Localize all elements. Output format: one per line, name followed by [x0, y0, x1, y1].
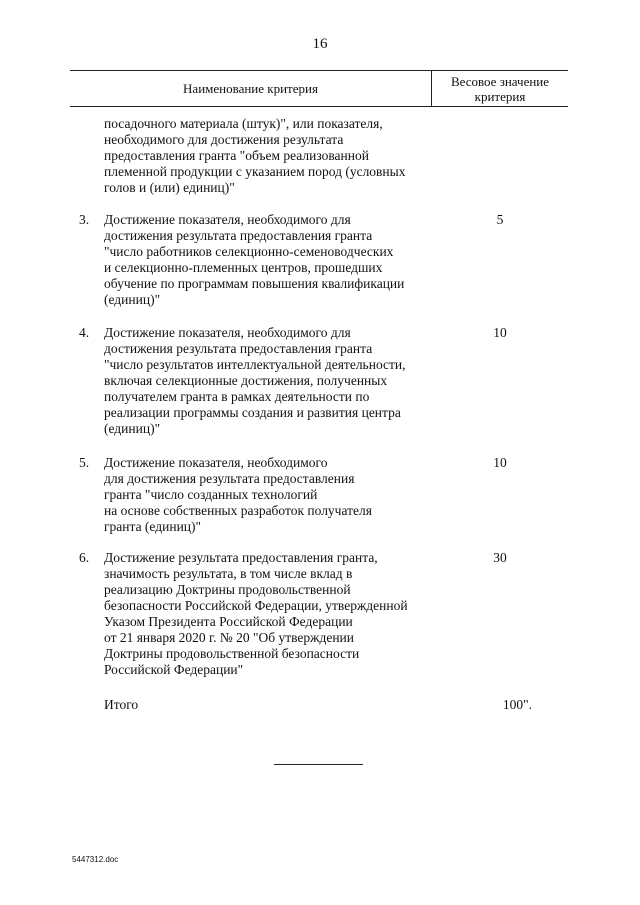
- header-criterion-name: Наименование критерия: [183, 81, 318, 96]
- row-criterion-text: Достижение показателя, необходимого для достижения результата предоставления гранта "число работников селекционно-семеноводческих и селекционно-племенных центров, прошедших обучение по программам повышения квалификации (единиц)": [104, 212, 405, 307]
- row-number: 6.: [79, 550, 90, 565]
- end-divider: [274, 764, 363, 765]
- row-criterion-text: Достижение показателя, необходимого для достижения результата предоставления гранта "число созданных технологий на основе собственных разработок получателя гранта (единиц)": [104, 455, 372, 534]
- row-number: 5.: [79, 455, 90, 470]
- document-id: 5447312.doc: [72, 855, 119, 864]
- row-criterion-text: Достижение результата предоставления гранта, значимость результата, в том числе вклад в реализацию Доктрины продовольственной безопасности Российской Федерации, утвержденной Указом Президента Российской Федерации от 21 января 2020 г. № 20 "Об утверждении Доктрины продовольственной безопасности Российской Федерации": [104, 550, 408, 677]
- row-weight: 10: [493, 325, 507, 340]
- row-number: 4.: [79, 325, 90, 340]
- table-header: [70, 70, 568, 107]
- total-value: 100".: [502, 697, 532, 712]
- page-number: 16: [312, 36, 328, 52]
- row-number: 3.: [79, 212, 90, 227]
- row-weight: 30: [493, 550, 507, 565]
- header-weight-value: Весовое значение критерия: [450, 74, 550, 104]
- continuation-text: посадочного материала (штук)", или показателя, необходимого для достижения результата предоставления гранта "объем реализованной племенной продукции с указанием пород (условных голов и (или) единиц)": [104, 116, 406, 195]
- row-weight: 10: [493, 455, 507, 470]
- total-label: Итого: [104, 697, 139, 712]
- row-weight: 5: [496, 212, 504, 227]
- row-criterion-text: Достижение показателя, необходимого для достижения результата предоставления гранта "число результатов интеллектуальной деятельности, включая селекционные достижения, полученных получателем гранта в рамках деятельности по реализации программы создания и развития центра (единиц)": [104, 325, 406, 436]
